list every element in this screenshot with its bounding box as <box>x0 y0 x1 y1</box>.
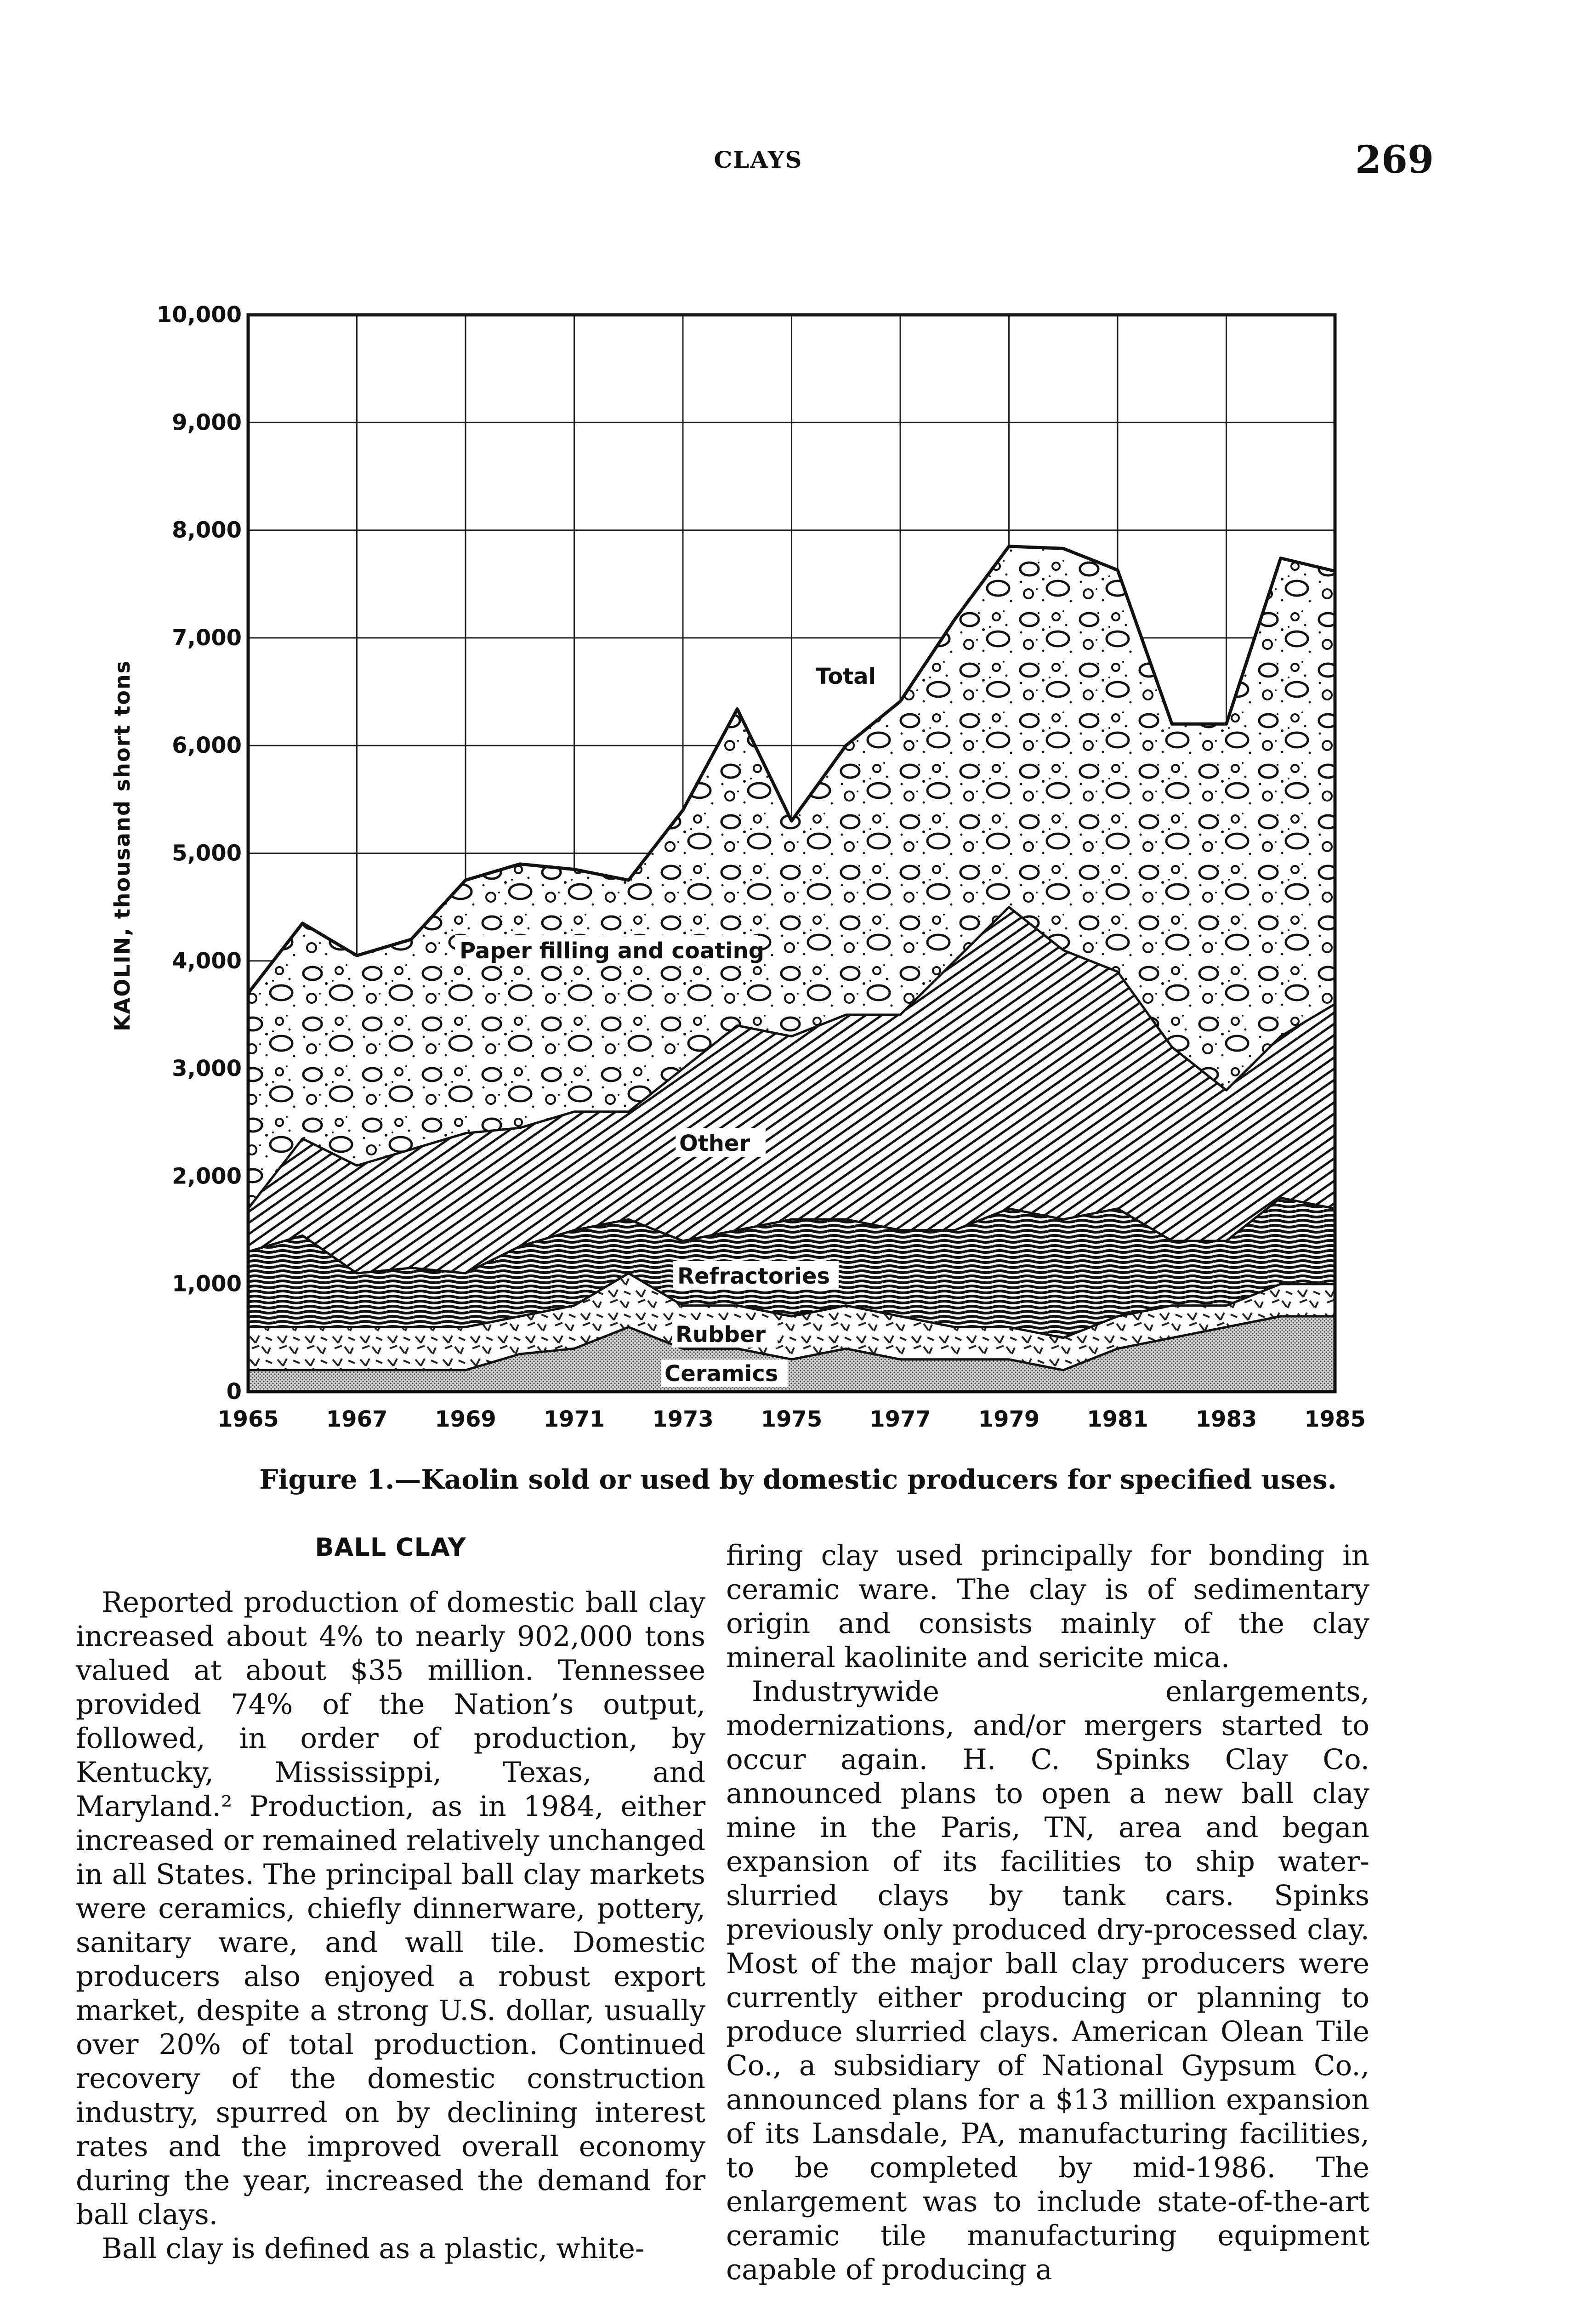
paragraph: Reported production of domestic ball clay increased about 4% to nearly 902,000 tons valued at about $35 million. Tennessee provided 74% of the Nation’s output, followed, in order of production, by Kentucky, Mississippi, Texas, and Maryland.² Production, as in 1984, either increased or remained relatively unchanged in all States. The principal ball clay markets were ceramics, chiefly dinnerware, pottery, sanitary ware, and wall tile. Domestic producers also enjoyed a robust export market, despite a strong U.S. dollar, usually over 20% of total production. Continued recovery of the domestic construction industry, spurred on by declining interest rates and the improved overall economy during the year, increased the demand for ball clays. <box>76 1586 705 2231</box>
x-tick-label: 1983 <box>1195 1406 1257 1432</box>
x-tick-label: 1965 <box>217 1406 279 1432</box>
y-tick-label: 1,000 <box>172 1271 242 1297</box>
y-tick-label: 8,000 <box>172 517 242 543</box>
x-tick-label: 1973 <box>652 1406 714 1432</box>
y-tick-label: 9,000 <box>172 410 242 436</box>
label-paper: Paper filling and coating <box>460 938 765 964</box>
y-tick-label: 3,000 <box>172 1056 242 1082</box>
right-column <box>726 1539 1369 2287</box>
y-tick-label: 7,000 <box>172 625 242 651</box>
y-axis-label: KAOLIN, thousand short tons <box>110 660 135 1032</box>
y-tick-label: 5,000 <box>172 840 242 866</box>
x-tick-label: 1981 <box>1087 1406 1148 1432</box>
x-tick-label: 1969 <box>435 1406 496 1432</box>
x-tick-label: 1977 <box>869 1406 931 1432</box>
running-title: CLAYS <box>714 146 803 173</box>
paragraph: Ball clay is defined as a plastic, white- <box>102 2232 645 2265</box>
label-rubber: Rubber <box>676 1322 766 1348</box>
y-tick-label: 2,000 <box>172 1163 242 1189</box>
label-ceramics: Ceramics <box>665 1361 778 1387</box>
label-other: Other <box>679 1131 750 1156</box>
x-tick-label: 1979 <box>978 1406 1040 1432</box>
x-tick-label: 1967 <box>326 1406 388 1432</box>
section-heading-ball-clay: BALL CLAY <box>315 1533 466 1562</box>
y-tick-label: 0 <box>226 1379 242 1405</box>
label-total: Total <box>816 664 876 689</box>
y-tick-label: 6,000 <box>172 733 242 759</box>
left-column <box>76 1530 705 2266</box>
paragraph: firing clay used principally for bonding in ceramic ware. The clay is of sedimentary origin and consists mainly of the clay mineral kaolinite and sericite mica. <box>726 1539 1369 1674</box>
y-axis-ticks <box>157 302 242 1405</box>
x-tick-label: 1975 <box>761 1406 823 1432</box>
label-refractories: Refractories <box>677 1263 830 1289</box>
x-axis-ticks <box>217 1406 1366 1432</box>
y-tick-label: 10,000 <box>156 302 242 328</box>
x-tick-label: 1971 <box>543 1406 605 1432</box>
y-tick-label: 4,000 <box>172 948 242 974</box>
x-tick-label: 1985 <box>1304 1406 1366 1432</box>
paragraph: Industrywide enlargements, modernizations, and/or mergers started to occur again. H. C. Spinks Clay Co. announced plans to open a new ball clay mine in the Paris, TN, area and began expansion of its facilities to ship water-slurried clays by tank cars. Spinks previously only produced dry-processed clay. Most of the major ball clay producers were currently either producing or planning to produce slurried clays. American Olean Tile Co., a subsidiary of National Gypsum Co., announced plans for a $13 million expansion of its Lansdale, PA, manufacturing facilities, to be completed by mid-1986. The enlargement was to include state-of-the-art ceramic tile manufacturing equipment capable of producing a <box>726 1675 1369 2286</box>
figure-caption: Figure 1.—Kaolin sold or used by domestic producers for specified uses. <box>259 1464 1337 1495</box>
page-number: 269 <box>1355 138 1434 182</box>
